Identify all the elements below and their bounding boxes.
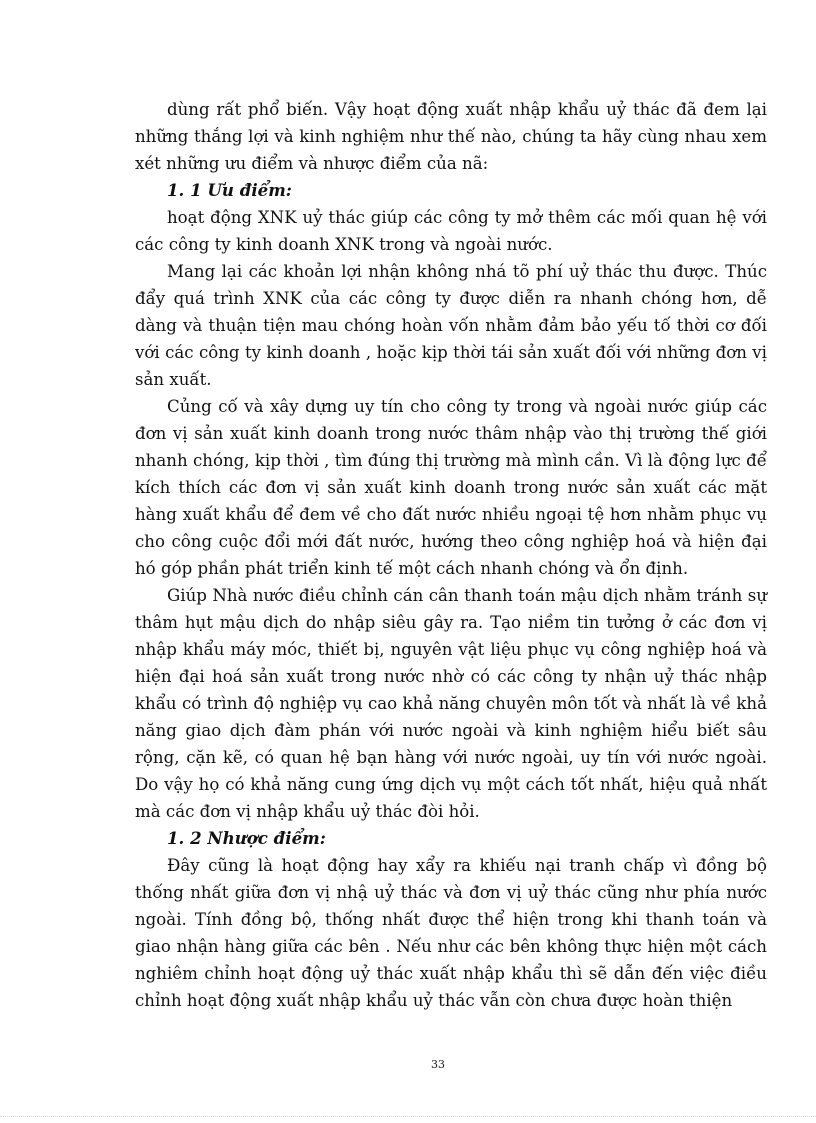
page-bottom-divider	[0, 1116, 816, 1117]
advantages-paragraph-1: hoạt động XNK uỷ thác giúp các công ty mở thêm các mối quan hệ với các công ty kinh doanh XNK trong và ngoài nước.	[135, 208, 767, 254]
advantages-paragraph-3: Củng cố và xây dựng uy tín cho công ty trong và ngoài nước giúp các đơn vị sản xuất kinh doanh trong nước thâm nhập vào thị trường thế giới nhanh chóng, kịp thời , tìm đúng thị trường mà mình cần. Vì là động lực để kích thích các đơn vị sản xuất kinh doanh trong nước sản xuất các mặt hàng xuất khẩu để đem về cho đất nước nhiều ngoại tệ hơn nhằm phục vụ cho công cuộc đổi mới đất nước, hướng theo công nghiệp hoá và hiện đại hó góp phần phát triển kinh tế một cách nhanh chóng và ổn định.	[135, 397, 767, 578]
section-heading-disadvantages: 1. 2 Nhược điểm:	[167, 828, 326, 848]
section-heading-advantages: 1. 1 Ưu điểm:	[167, 180, 292, 200]
disadvantages-paragraph-1: Đây cũng là hoạt động hay xẩy ra khiếu nại tranh chấp vì đồng bộ thống nhất giữa đơn vị nhậ uỷ thác và đơn vị uỷ thác cũng như phía nước ngoài. Tính đồng bộ, thống nhất được thể hiện trong khi thanh toán và giao nhận hàng giữa các bên . Nếu như các bên không thực hiện một cách nghiêm chỉnh hoạt động uỷ thác xuất nhập khẩu thì sẽ dẫn đến việc điều chỉnh hoạt động xuất nhập khẩu uỷ thác vẫn còn chưa được hoàn thiện	[135, 856, 767, 1010]
advantages-paragraph-4: Giúp Nhà nước điều chỉnh cán cân thanh toán mậu dịch nhằm tránh sự thâm hụt mậu dịch do nhập siêu gây ra. Tạo niềm tin tưởng ở các đơn vị nhập khẩu máy móc, thiết bị, nguyên vật liệu phục vụ công nghiệp hoá và hiện đại hoá sản xuất trong nước nhờ có các công ty nhận uỷ thác nhập khẩu có trình độ nghiệp vụ cao khả năng chuyên môn tốt và nhất là về khả năng giao dịch đàm phán với nước ngoài và kinh nghiệm hiểu biết sâu rộng, cặn kẽ, có quan hệ bạn hàng với nước ngoài, uy tín với nước ngoài. Do vậy họ có khả năng cung ứng dịch vụ một cách tốt nhất, hiệu quả nhất mà các đơn vị nhập khẩu uỷ thác đòi hỏi.	[135, 586, 767, 821]
page-number: 33	[431, 1058, 445, 1071]
advantages-paragraph-2: Mang lại các khoản lợi nhận không nhá tõ phí uỷ thác thu được. Thúc đẩy quá trình XNK của các công ty được diễn ra nhanh chóng hơn, dễ dàng và thuận tiện mau chóng hoàn vốn nhằm đảm bảo yếu tố thời cơ đối với các công ty kinh doanh , hoặc kịp thời tái sản xuất đối với những đơn vị sản xuất.	[135, 262, 767, 389]
page-body	[135, 96, 767, 1014]
intro-paragraph: dùng rất phổ biến. Vậy hoạt động xuất nhập khẩu uỷ thác đã đem lại những thắng lợi và kinh nghiệm như thế nào, chúng ta hãy cùng nhau xem xét những ưu điểm và nhược điểm của nã:	[135, 100, 767, 173]
